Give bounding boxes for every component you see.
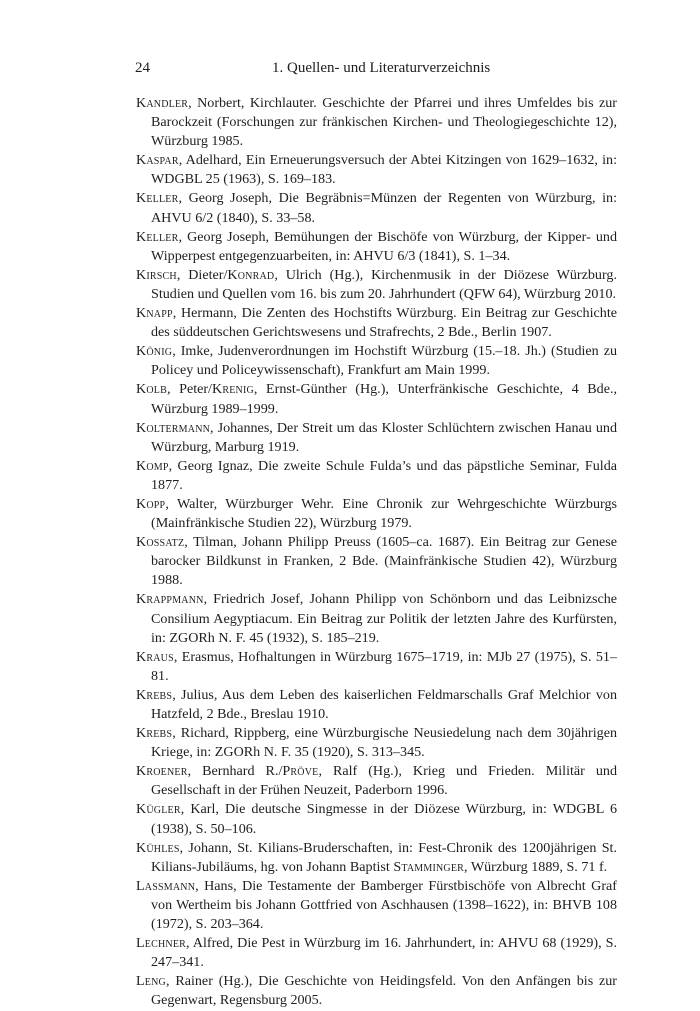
bibliography-entry bbox=[136, 724, 617, 762]
entry-author: Keller bbox=[136, 190, 179, 207]
bibliography-entry bbox=[136, 839, 617, 877]
entry-author: Leng bbox=[136, 973, 166, 990]
bibliography-entry bbox=[136, 228, 617, 266]
bibliography-entry bbox=[136, 457, 617, 495]
entry-text: , Ulrich (Hg.), Kirchenmusik in der Diözese Würzburg. Studien und Quellen vom 16. bis zum 20. Jahrhundert (QFW 64), Würzburg 2010. bbox=[151, 266, 617, 302]
entry-author: Lassmann bbox=[136, 877, 196, 894]
entry-text: , Ernst-Günther (Hg.), Unterfränkische Geschichte, 4 Bde., Würzburg 1989–1999. bbox=[151, 381, 617, 417]
bibliography-entry bbox=[136, 304, 617, 342]
entry-text: , Georg Joseph, Bemühungen der Bischöfe von Würzburg, der Kipper- und Wipperpest entgegenzuarbeiten, in: AHVU 6/3 (1841), S. 1–34. bbox=[151, 228, 617, 264]
entry-text: , Alfred, Die Pest in Würzburg im 16. Jahrhundert, in: AHVU 68 (1929), S. 247–341. bbox=[151, 935, 617, 971]
bibliography-entry bbox=[136, 590, 617, 647]
entry-author: Kroener bbox=[136, 763, 188, 780]
page-number: 24 bbox=[135, 60, 150, 76]
bibliography-entry bbox=[136, 189, 617, 227]
entry-text: , Würzburg 1889, S. 71 f. bbox=[464, 858, 608, 875]
entry-text: , Hermann, Die Zenten des Hochstifts Würzburg. Ein Beitrag zur Geschichte des süddeutschen Gerichtswesens und Strafrechts, 2 Bde., Berlin 1907. bbox=[151, 305, 617, 341]
entry-author: Kolb bbox=[136, 381, 167, 398]
entry-author: Keller bbox=[136, 228, 179, 245]
bibliography-entry bbox=[136, 877, 617, 934]
entry-text: , Dieter/ bbox=[176, 266, 228, 283]
bibliography-entry bbox=[136, 686, 617, 724]
entry-text: , Adelhard, Ein Erneuerungsversuch der Abtei Kitzingen von 1629–1632, in: WDGBL 25 (1963), S. 169–183. bbox=[151, 152, 617, 188]
entry-author: Krebs bbox=[136, 686, 173, 703]
bibliography-entry bbox=[136, 495, 617, 533]
entry-text: , Ralf (Hg.), Krieg und Frieden. Militär und Gesellschaft in der Frühen Neuzeit, Paderborn 1996. bbox=[151, 763, 617, 799]
bibliography-entry bbox=[136, 533, 617, 590]
entry-author: Knapp bbox=[136, 305, 173, 322]
bibliography-entry bbox=[136, 762, 617, 800]
entry-text: , Hans, Die Testamente der Bamberger Fürstbischöfe von Albrecht Graf von Wertheim bis Johann Gottfried von Aschhausen (1398–1622), in: BHVB 108 (1972), S. 203–364. bbox=[151, 877, 617, 933]
entry-author: Kandler bbox=[136, 95, 189, 111]
entry-author: Kühles bbox=[136, 839, 180, 856]
bibliography-entry bbox=[136, 94, 617, 151]
entry-author: Krappmann bbox=[136, 591, 204, 608]
entry-author: König bbox=[136, 343, 173, 360]
page-header bbox=[0, 60, 700, 84]
entry-author: Kopp bbox=[136, 495, 166, 512]
entry-text: , Norbert, Kirchlauter. Geschichte der Pfarrei und ihres Umfeldes bis zur Barockzeit (Forschungen zur fränkischen Kirchen- und Theologiegeschichte 12), Würzburg 1985. bbox=[151, 95, 617, 150]
bibliography-entry bbox=[136, 419, 617, 457]
entry-author: Kirsch bbox=[136, 266, 177, 283]
entry-text: , Georg Ignaz, Die zweite Schule Fulda’s und das päpstliche Seminar, Fulda 1877. bbox=[151, 457, 617, 493]
bibliography-entry bbox=[136, 151, 617, 189]
entry-text: , Imke, Judenverordnungen im Hochstift Würzburg (15.–18. Jh.) (Studien zu Policey und Policeywissenschaft), Frankfurt am Main 1999. bbox=[151, 343, 617, 379]
entry-text: , Bernhard R./ bbox=[187, 763, 283, 780]
entry-text: , Tilman, Johann Philipp Preuss (1605–ca. 1687). Ein Beitrag zur Genese barocker Bildkunst in Franken, 2 Bde. (Mainfränkische Studien 42), Würzburg 1988. bbox=[151, 534, 617, 589]
entry-text: , Richard, Rippberg, eine Würzburgische Neusiedelung nach dem 30jährigen Kriege, in: ZGORh N. F. 35 (1920), S. 313–345. bbox=[151, 725, 617, 761]
bibliography-entry bbox=[136, 342, 617, 380]
bibliography-entry bbox=[136, 934, 617, 972]
entry-text: , Julius, Aus dem Leben des kaiserlichen Feldmarschalls Graf Melchior von Hatzfeld, 2 Bde., Breslau 1910. bbox=[151, 686, 617, 722]
entry-author: Kossatz bbox=[136, 534, 185, 551]
entry-author: Koltermann bbox=[136, 419, 211, 436]
bibliography-entry bbox=[136, 972, 617, 1010]
entry-author: Kaspar bbox=[136, 152, 179, 169]
entry-text: , Friedrich Josef, Johann Philipp von Schönborn und das Leibnizsche Consilium Aegyptiacum. Ein Beitrag zur Politik der letzten Jahre des Kurfürsten, in: ZGORh N. F. 45 (1932), S. 185–219. bbox=[151, 591, 617, 646]
entry-text: , Johann, St. Kilians-Bruderschaften, in: Fest-Chronik des 1200jährigen St. Kilians-Jubiläums, hg. von Johann Baptist bbox=[151, 839, 617, 875]
entry-text: , Walter, Würzburger Wehr. Eine Chronik zur Wehrgeschichte Würzburgs (Mainfränkische Studien 22), Würzburg 1979. bbox=[151, 495, 617, 532]
entry-author: Krebs bbox=[136, 725, 173, 742]
entry-text: , Peter/ bbox=[166, 381, 212, 398]
bibliography-entry bbox=[136, 800, 617, 838]
entry-author: Konrad bbox=[227, 266, 275, 283]
entry-text: , Karl, Die deutsche Singmesse in der Diözese Würzburg, in: WDGBL 6 (1938), S. 50–106. bbox=[151, 801, 617, 837]
entry-author: Stamminger bbox=[393, 858, 465, 875]
bibliography-entry bbox=[136, 266, 617, 304]
entry-text: , Erasmus, Hofhaltungen in Würzburg 1675–1719, in: MJb 27 (1975), S. 51–81. bbox=[151, 648, 617, 684]
entry-author: Krenig bbox=[211, 381, 254, 398]
entry-text: , Johannes, Der Streit um das Kloster Schlüchtern zwischen Hanau und Würzburg, Marburg 1919. bbox=[151, 419, 617, 455]
entry-author: Kraus bbox=[136, 648, 174, 665]
entry-author: Komp bbox=[136, 457, 169, 474]
entry-text: , Georg Joseph, Die Begräbnis=Münzen der Regenten von Würzburg, in: AHVU 6/2 (1840), S. 33–58. bbox=[151, 190, 617, 226]
bibliography-entry bbox=[136, 380, 617, 418]
bibliography-entry bbox=[136, 648, 617, 686]
bibliography-list bbox=[136, 94, 617, 1011]
entry-text: , Rainer (Hg.), Die Geschichte von Heidingsfeld. Von den Anfängen bis zur Gegenwart, Regensburg 2005. bbox=[151, 973, 617, 1009]
entry-author: Kügler bbox=[136, 801, 181, 818]
entry-author: Lechner bbox=[136, 935, 187, 952]
running-title: 1. Quellen- und Literaturverzeichnis bbox=[272, 60, 491, 76]
entry-author: Pröve bbox=[282, 763, 319, 780]
